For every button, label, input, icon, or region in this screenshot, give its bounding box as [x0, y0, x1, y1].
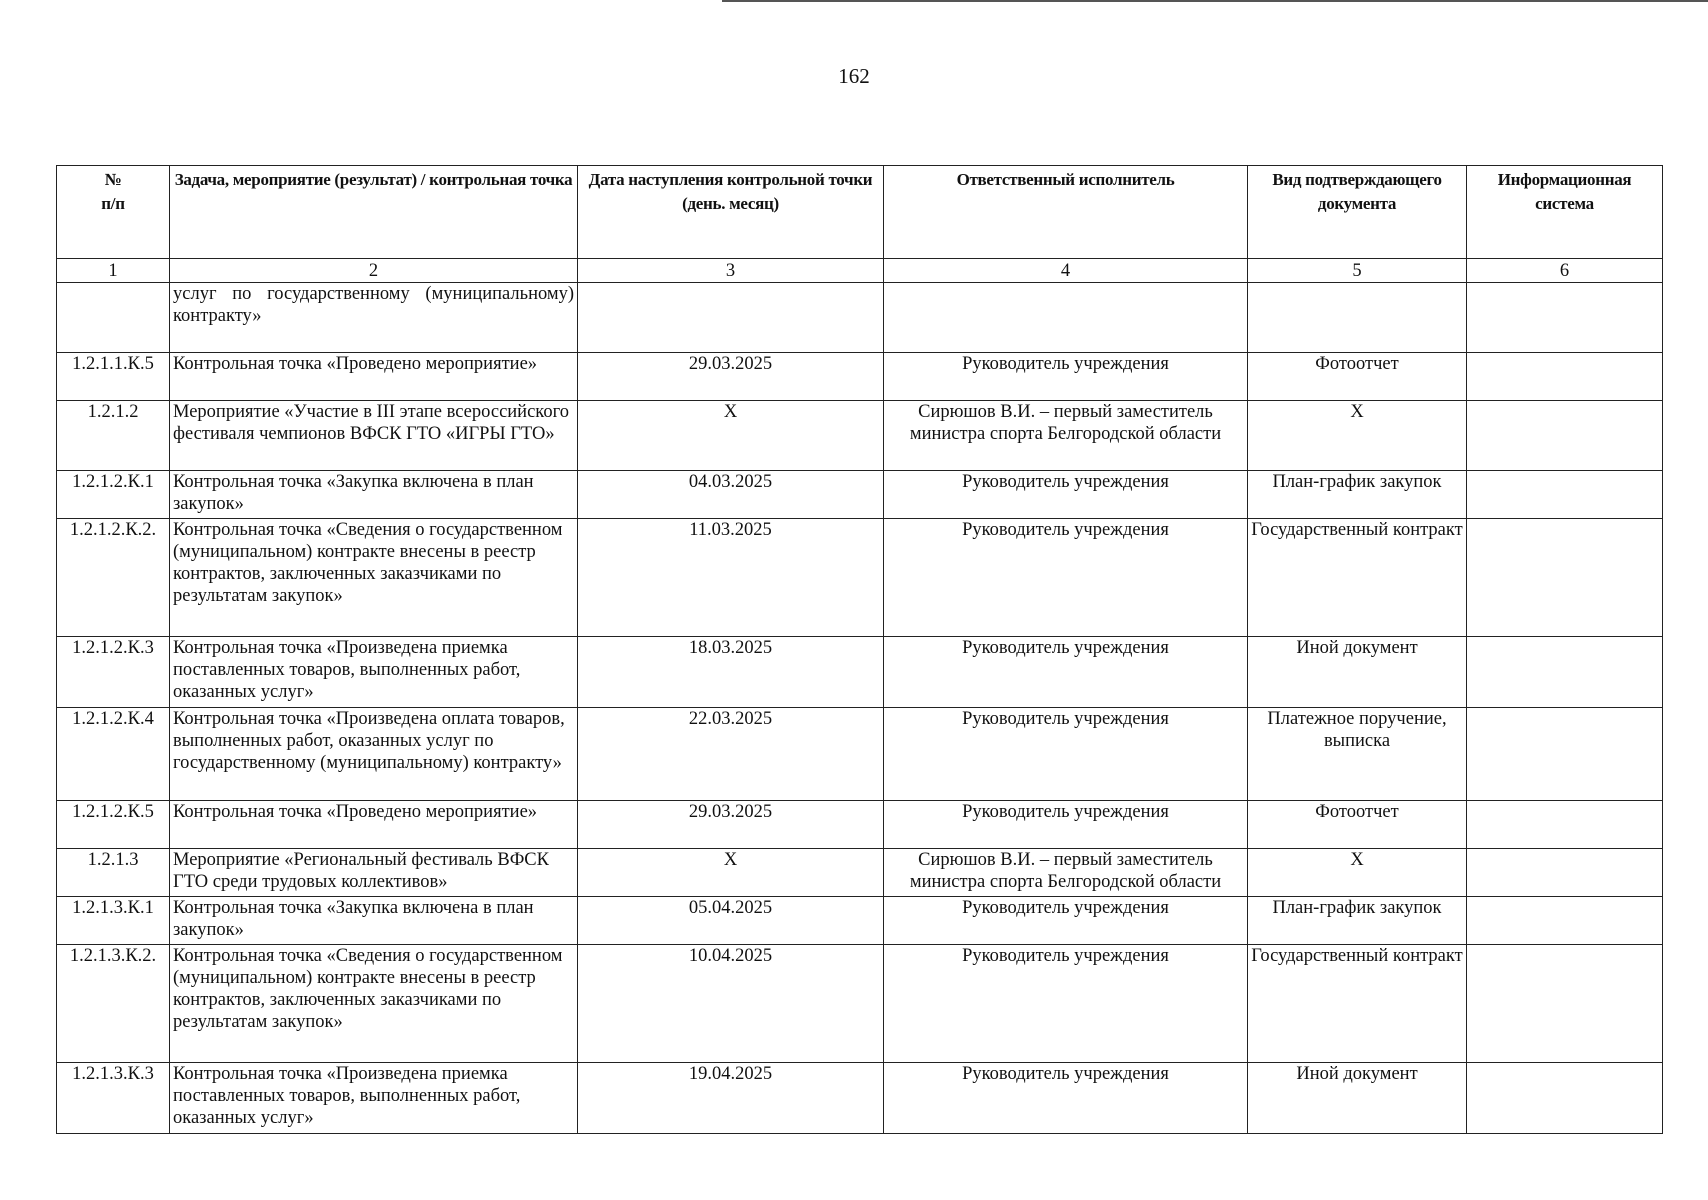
row-system	[1467, 849, 1663, 897]
row-system	[1467, 637, 1663, 708]
row-date: 05.04.2025	[578, 897, 884, 945]
row-system	[1467, 519, 1663, 637]
row-number: 1.2.1.3.К.1	[57, 897, 170, 945]
row-responsible: Руководитель учреждения	[884, 637, 1248, 708]
row-date: 18.03.2025	[578, 637, 884, 708]
header-date: Дата наступления контрольной точки (день. месяц)	[578, 166, 884, 259]
header-document: Вид подтверждающего документа	[1248, 166, 1467, 259]
table-row	[57, 708, 1663, 801]
table-row	[57, 801, 1663, 849]
row-task: Контрольная точка «Закупка включена в план закупок»	[170, 897, 578, 945]
row-task: Мероприятие «Участие в III этапе всероссийского фестиваля чемпионов ВФСК ГТО «ИГРЫ ГТО»	[170, 401, 578, 471]
row-date: X	[578, 401, 884, 471]
table-row	[57, 353, 1663, 401]
row-number: 1.2.1.3.К.3	[57, 1063, 170, 1134]
row-task: Контрольная точка «Проведено мероприятие»	[170, 801, 578, 849]
row-responsible: Руководитель учреждения	[884, 519, 1248, 637]
row-date	[578, 283, 884, 353]
row-document: Платежное поручение, выписка	[1248, 708, 1467, 801]
row-number: 1.2.1.2.К.3	[57, 637, 170, 708]
row-document: Иной документ	[1248, 1063, 1467, 1134]
table-row	[57, 519, 1663, 637]
row-number: 1.2.1.3	[57, 849, 170, 897]
row-system	[1467, 1063, 1663, 1134]
row-document: Государственный контракт	[1248, 519, 1467, 637]
row-number: 1.2.1.2.К.5	[57, 801, 170, 849]
column-number: 4	[884, 259, 1248, 283]
row-document: Государственный контракт	[1248, 945, 1467, 1063]
row-system	[1467, 283, 1663, 353]
column-number: 6	[1467, 259, 1663, 283]
row-task: Контрольная точка «Проведено мероприятие»	[170, 353, 578, 401]
header-responsible: Ответственный исполнитель	[884, 166, 1248, 259]
header-task: Задача, мероприятие (результат) / контрольная точка	[170, 166, 578, 259]
column-number: 5	[1248, 259, 1467, 283]
control-points-table	[56, 165, 1663, 1134]
column-number: 2	[170, 259, 578, 283]
row-date: 10.04.2025	[578, 945, 884, 1063]
row-responsible: Руководитель учреждения	[884, 1063, 1248, 1134]
row-number: 1.2.1.1.К.5	[57, 353, 170, 401]
table-row	[57, 945, 1663, 1063]
row-number: 1.2.1.2.К.1	[57, 471, 170, 519]
page-number: 162	[838, 64, 870, 88]
row-document: Фотоотчет	[1248, 801, 1467, 849]
row-system	[1467, 401, 1663, 471]
row-system	[1467, 801, 1663, 849]
row-responsible: Руководитель учреждения	[884, 471, 1248, 519]
table-row	[57, 283, 1663, 353]
row-system	[1467, 708, 1663, 801]
row-task: услуг по государственному (муниципальному) контракту»	[170, 283, 578, 353]
row-document: Фотоотчет	[1248, 353, 1467, 401]
row-date: 29.03.2025	[578, 801, 884, 849]
row-number: 1.2.1.2.К.4	[57, 708, 170, 801]
row-date: 19.04.2025	[578, 1063, 884, 1134]
table-row	[57, 471, 1663, 519]
row-date: X	[578, 849, 884, 897]
row-task: Контрольная точка «Сведения о государственном (муниципальном) контракте внесены в реестр контрактов, заключенных заказчиками по результатам закупок»	[170, 519, 578, 637]
row-system	[1467, 471, 1663, 519]
row-responsible: Руководитель учреждения	[884, 708, 1248, 801]
row-responsible: Руководитель учреждения	[884, 897, 1248, 945]
top-edge-rule	[722, 0, 1708, 2]
table-row	[57, 401, 1663, 471]
column-numbers-row	[57, 259, 1663, 283]
row-document	[1248, 283, 1467, 353]
row-system	[1467, 945, 1663, 1063]
row-system	[1467, 897, 1663, 945]
row-system	[1467, 353, 1663, 401]
row-task: Контрольная точка «Закупка включена в план закупок»	[170, 471, 578, 519]
row-document: План-график закупок	[1248, 471, 1467, 519]
row-document: Иной документ	[1248, 637, 1467, 708]
row-responsible: Руководитель учреждения	[884, 801, 1248, 849]
row-number: 1.2.1.2.К.2.	[57, 519, 170, 637]
header-number: № п/п	[57, 166, 170, 259]
row-task: Мероприятие «Региональный фестиваль ВФСК ГТО среди трудовых коллективов»	[170, 849, 578, 897]
row-responsible: Руководитель учреждения	[884, 353, 1248, 401]
table-row	[57, 897, 1663, 945]
row-task: Контрольная точка «Произведена приемка поставленных товаров, выполненных работ, оказанных услуг»	[170, 1063, 578, 1134]
row-document: X	[1248, 401, 1467, 471]
row-task: Контрольная точка «Произведена оплата товаров, выполненных работ, оказанных услуг по государственному (муниципальному) контракту»	[170, 708, 578, 801]
row-task: Контрольная точка «Сведения о государственном (муниципальном) контракте внесены в реестр контрактов, заключенных заказчиками по результатам закупок»	[170, 945, 578, 1063]
row-number: 1.2.1.2	[57, 401, 170, 471]
row-document: X	[1248, 849, 1467, 897]
table-row	[57, 1063, 1663, 1134]
row-date: 22.03.2025	[578, 708, 884, 801]
column-number: 3	[578, 259, 884, 283]
row-date: 29.03.2025	[578, 353, 884, 401]
row-number	[57, 283, 170, 353]
header-system: Информационная система	[1467, 166, 1663, 259]
row-responsible: Сирюшов В.И. – первый заместитель министра спорта Белгородской области	[884, 849, 1248, 897]
column-number: 1	[57, 259, 170, 283]
row-responsible	[884, 283, 1248, 353]
header-row	[57, 166, 1663, 259]
row-date: 04.03.2025	[578, 471, 884, 519]
row-document: План-график закупок	[1248, 897, 1467, 945]
row-number: 1.2.1.3.К.2.	[57, 945, 170, 1063]
row-responsible: Руководитель учреждения	[884, 945, 1248, 1063]
row-date: 11.03.2025	[578, 519, 884, 637]
row-task: Контрольная точка «Произведена приемка поставленных товаров, выполненных работ, оказанных услуг»	[170, 637, 578, 708]
table-row	[57, 849, 1663, 897]
table-row	[57, 637, 1663, 708]
row-responsible: Сирюшов В.И. – первый заместитель министра спорта Белгородской области	[884, 401, 1248, 471]
